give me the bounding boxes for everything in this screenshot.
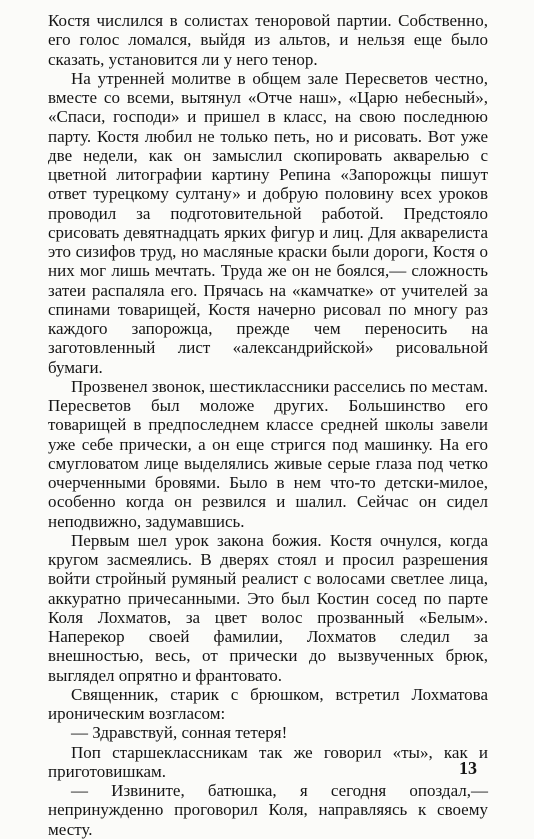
paragraph: На утренней молитве в общем зале Пересветов честно, вместе со всеми, вытянул «Отче наш», «Царю небесный», «Спаси, господи» и пришел в класс, на свою последнюю парту. Костя любил не только петь, но и рисовать. Вот уже две недели, как он замыслил скопировать акварелью с цветной литографии картину Репина «Запорожцы пишут ответ турецкому султану» и добрую половину всех уроков проводил за подготовительной работой. Предстояло срисовать девятнадцать ярких фигур и лиц. Для акварелиста это сизифов труд, но масляные краски были дороги, Костя о них мог лишь мечтать. Труда же он не боялся,— сложность затеи распаляла его. Прячась на «камчатке» от учителей за спинами товарищей, Костя начерно рисовал по многу раз каждого запорожца, прежде чем переносить на заготовленный лист «александрийской» рисовальной бумаги. [48,68,488,377]
paragraph: Первым шел урок закона божия. Костя очнулся, когда кругом засмеялись. В дверях стоял и просил разрешения войти стройный румяный реалист с волосами светлее лица, аккуратно причесанными. Это был Костин сосед по парте Коля Лохматов, за цвет волос прозванный «Белым». Наперекор своей фамилии, Лохматов следил за внешностью, весь, от прически до вызвученных брюк, выглядел опрятно и франтовато. [48,530,488,685]
paragraph: — Здравствуй, сонная тетеря! [71,723,288,743]
page-text [48,11,488,839]
paragraph: — Извините, батюшка, я сегодня опоздал,— непринужденно проговорил Коля, направляясь к своему месту. [48,781,488,839]
paragraph: Прозвенел звонок, шестиклассники расселись по местам. Пересветов был моложе других. Большинство его товарищей в предпоследнем классе средней школы завели уже себе прически, а он еще стригся под машинку. На его смугловатом лице выделялись живые серые глаза под четко очерченными бровями. Было в нем что-то детски-милое, особенно когда он резвился и шалил. Сейчас он сидел неподвижно, задумавшись. [48,376,488,531]
paragraph: Поп старшеклассникам так же говорил «ты», как и приготовишкам. [48,742,488,781]
paragraph: Костя числился в солистах теноровой партии. Собственно, его голос ломался, выйдя из альтов, и нельзя еще было сказать, установится ли у него тенор. [48,11,488,69]
paragraph: Священник, старик с брюшком, встретил Лохматова ироническим возгласом: [48,684,488,723]
page-number: 13 [459,758,477,778]
